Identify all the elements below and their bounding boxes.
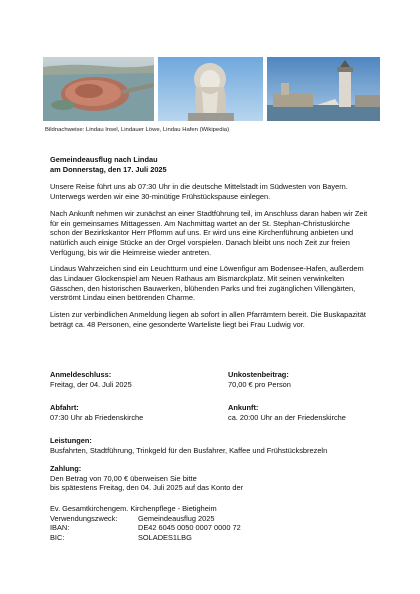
zahlung-label: Zahlung: (50, 464, 82, 473)
paragraph-registration: Listen zur verbindlichen Anmeldung liegen ab sofort in allen Pfarrämtern bereit. Die Buskapazität beträgt ca. 48 Personen, eine gesonderte Warteliste liegt bei Frau Ludwig vor. (50, 310, 366, 329)
bic-value: SOLADES1LBG (138, 533, 192, 543)
bic-key: BIC: (50, 533, 65, 543)
photo-credit: Bildnachweise: Lindau Insel, Lindauer Löwe, Lindau Hafen (Wikipedia) (45, 127, 230, 133)
main-text (50, 155, 370, 337)
leistungen-value: Busfahrten, Stadtführung, Trinkgeld für den Busfahrer, Kaffee und Frühstücksbrezeln (50, 445, 328, 455)
event-title-line2: am Donnerstag, den 17. Juli 2025 (50, 164, 167, 174)
paragraph-travel: Unsere Reise führt uns ab 07:30 Uhr in die deutsche Mittelstadt im Südwesten von Bayern. Unterwegs werden wir eine 30-minütige Frühstückspause einlegen. (50, 182, 348, 202)
abfahrt-block (50, 403, 143, 422)
iban-key: IBAN: (50, 523, 70, 533)
account-holder: Ev. Gesamtkirchengem. Kirchenpflege - Bietigheim (50, 504, 217, 513)
unkostenbeitrag-block (228, 370, 291, 389)
abfahrt-value: 07:30 Uhr ab Friedenskirche (50, 412, 144, 422)
paragraph-landmarks: Lindaus Wahrzeichen sind ein Leuchtturm und eine Löwenfigur am Bodensee-Hafen, außerdem das Lindauer Glockenspiel am Neuen Rathaus am Bismarckplatz. Mit seinen verwinkelten Gässchen, den historischen Bauwerken, blühenden Parks und frei zugänglichen Villengärten, verströmt Lindau einen betörenden Charme. (50, 264, 364, 303)
event-title (50, 155, 370, 174)
ankunft-value: ca. 20:00 Uhr an der Friedenskirche (228, 412, 346, 422)
event-title-line1: Gemeindeausflug nach Lindau (50, 155, 158, 164)
zahlung-line1: Den Betrag von 70,00 € überweisen Sie bitte (50, 473, 197, 483)
anmeldeschluss-block (50, 370, 132, 389)
bank-row-iban (50, 523, 370, 533)
details-section (50, 370, 370, 590)
bank-block (50, 504, 370, 543)
anmeldeschluss-label: Anmeldeschluss: (50, 370, 112, 379)
leistungen-block (50, 436, 370, 455)
abfahrt-label: Abfahrt: (50, 403, 79, 412)
zweck-value: Gemeindeausflug 2025 (138, 513, 215, 523)
bank-row-zweck (50, 514, 370, 524)
zahlung-block (50, 464, 370, 493)
zweck-key: Verwendungszweck: (50, 513, 118, 523)
photo-lindau-island (43, 57, 154, 121)
photo-strip (43, 57, 380, 121)
unkostenbeitrag-value: 70,00 € pro Person (228, 379, 291, 389)
zahlung-line2: bis spätestens Freitag, den 04. Juli 2025 auf das Konto der (50, 483, 244, 493)
ankunft-label: Ankunft: (228, 403, 259, 412)
photo-lindau-lion (158, 57, 263, 121)
bank-row-bic (50, 533, 370, 543)
photo-lindau-harbor (267, 57, 380, 121)
ankunft-block (228, 403, 346, 422)
paragraph-program: Nach Ankunft nehmen wir zunächst an einer Stadtführung teil, im Anschluss daran haben wir Zeit für ein gemeinsames Mittagessen. Am Nachmittag wartet an der St. Stephan-Christuskirche schon der Bezirkskantor Herr Pflomm auf uns. Er wird uns eine Kirchenführung anbieten und natürlich auch einige Stücke an der Orgel vorspielen. Danach bleibt uns noch Zeit zur freien Verfügung, bis wir die Heimreise wieder antreten. (50, 208, 368, 257)
anmeldeschluss-value: Freitag, der 04. Juli 2025 (50, 379, 132, 389)
iban-value: DE42 6045 0050 0007 0000 72 (138, 523, 241, 533)
leistungen-label: Leistungen: (50, 436, 92, 445)
unkostenbeitrag-label: Unkostenbeitrag: (228, 370, 289, 379)
